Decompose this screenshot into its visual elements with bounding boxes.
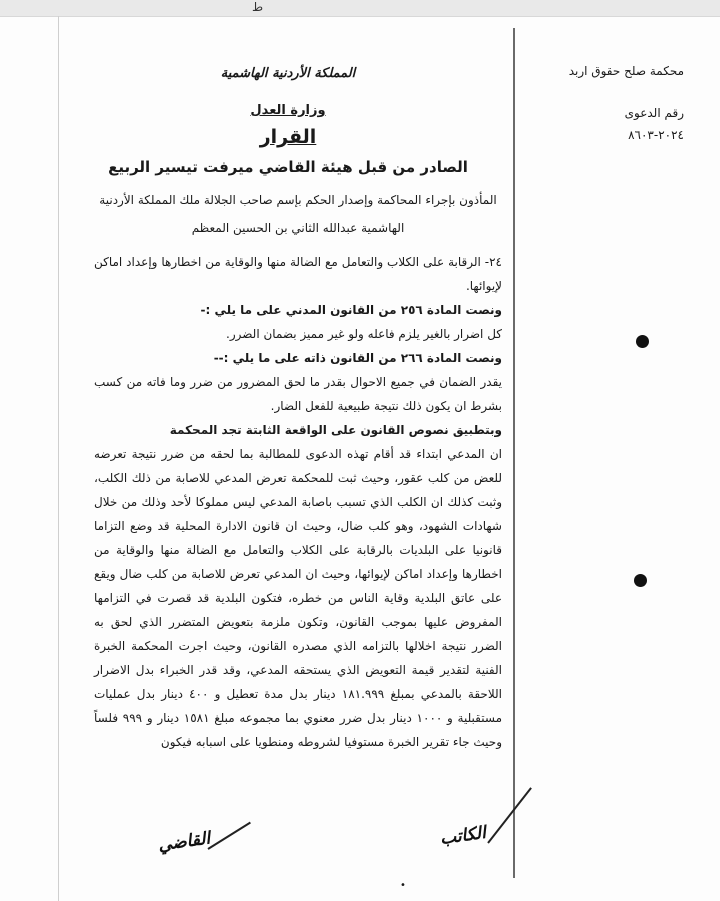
document-header bbox=[88, 66, 488, 176]
bottom-mark: • bbox=[400, 880, 406, 891]
authorization-statement: المأذون بإجراء المحاكمة وإصدار الحكم بإسم صاحب الجلالة ملك المملكة الأردنية الهاشمية عبدالله الثاني بن الحسين المعظم bbox=[99, 193, 497, 235]
court-name: محكمة صلح حقوق اربد bbox=[568, 64, 684, 78]
kingdom-name: المملكة الأردنية الهاشمية bbox=[220, 66, 356, 81]
case-number-label: رقم الدعوى bbox=[624, 106, 684, 120]
margin-divider-line bbox=[513, 28, 515, 878]
top-strip bbox=[0, 0, 720, 17]
issued-by: الصادر من قبل هيئة القاضي ميرفت تيسير الربيع bbox=[108, 158, 468, 176]
top-mark: ط bbox=[252, 0, 264, 14]
hole-punch-mark-icon bbox=[634, 574, 647, 587]
left-edge-line bbox=[58, 16, 59, 901]
decision-body bbox=[94, 186, 502, 754]
decision-title: القرار bbox=[259, 126, 317, 148]
clerk-signature: الكاتب bbox=[438, 822, 488, 850]
article-256-text: كل اضرار بالغير يلزم فاعله ولو غير مميز بضمان الضرر. bbox=[226, 327, 502, 341]
application-heading: وبتطبيق نصوص القانون على الواقعة الثابتة تجد المحكمة bbox=[169, 423, 502, 437]
hole-punch-mark-icon bbox=[636, 335, 649, 348]
ministry-name: وزارة العدل bbox=[250, 103, 326, 118]
article-266-text: يقدر الضمان في جميع الاحوال بقدر ما لحق المضرور من ضرر وما فاته من كسب بشرط ان يكون ذلك نتيجة طبيعية للفعل الضار. bbox=[94, 375, 502, 413]
judge-signature-stroke bbox=[207, 822, 250, 850]
application-text: ان المدعي ابتداء قد أقام تهذه الدعوى للمطالبة بما لحقه من ضرر نتيجة تعرضه للعض من كلب عقور، وحيث ثبت للمحكمة تعرض المدعي للاصابة من ذلك الكلب، وثبت كذلك ان الكلب الذي تسبب باصابة المدعي ليس مملوكا لأحد وذلك من خلال شهادات الشهود، وهو كلب ضال، وحيث ان قانون الادارة المحلية قد وضع التزاما قانونيا على البلديات بالرقابة على الكلاب والتعامل مع الضالة منها والوقاية من اخطارها وإعداد اماكن لإيوائها، وحيث ان المدعي تعرض للاصابة من كلب ضال ويقع على عاتق البلدية وقاية الناس من خطره، فتكون البلدية قد قصرت في التزامها المفروض عليها بموجب القانون، وتكون ملزمة بتعويض المتضرر الذي لحق به الضرر نتيجة اخلالها بالتزامه الذي مصدره القانون، وحيث اجرت المحكمة الخبرة الفنية لتقدير قيمة التعويض الذي يستحقه المدعي، وقد قدر الخبراء بدل الاضرار اللاحقة بالمدعي بمبلغ ١٨١.٩٩٩ دينار بدل مدة تعطيل و ٤٠٠ دينار بدل عمليات مستقبلية و ١٠٠٠ دينار بدل ضرر معنوي بما مجموعه مبلغ ١٥٨١ دينار و ٩٩٩ فلساً وحيث جاء تقرير الخبرة مستوفيا لشروطه ومنطويا على اسبابه فيكون bbox=[94, 447, 502, 749]
item-24: ٢٤- الرقابة على الكلاب والتعامل مع الضالة منها والوقاية من اخطارها وإعداد اماكن لإيوائها. bbox=[94, 255, 502, 293]
article-266-heading: ونصت المادة ٢٦٦ من القانون ذاته على ما يلي :-- bbox=[213, 351, 502, 365]
judge-signature: القاضي bbox=[156, 828, 212, 856]
clerk-signature-stroke bbox=[487, 787, 532, 843]
article-256-heading: ونصت المادة ٢٥٦ من القانون المدني على ما يلي :- bbox=[200, 303, 502, 317]
case-number: ٢٠٢٤-٨٦٠٣ bbox=[628, 128, 684, 142]
case-info bbox=[514, 64, 684, 142]
